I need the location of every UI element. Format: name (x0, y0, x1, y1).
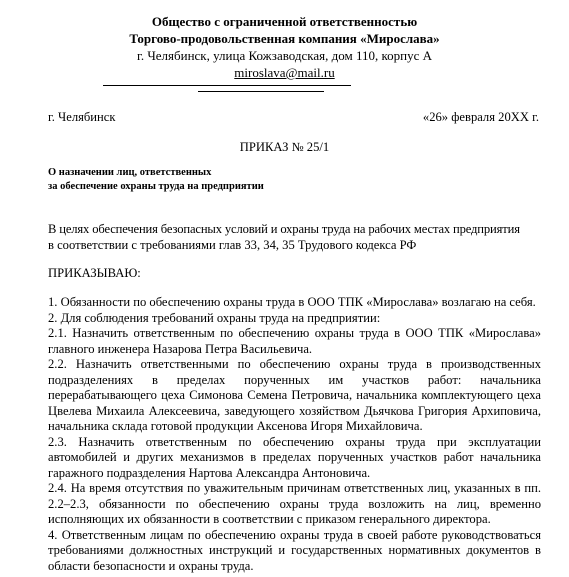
order-subject-line2: за обеспечение охраны труда на предприятии (48, 181, 264, 192)
company-name-line2: Торгово-продовольственная компания «Мирослава» (129, 31, 440, 46)
order-item: 4. Ответственным лицам по обеспечению охраны труда в своей работе руководствоваться требованиями должностных инструкций и государственных нормативных документов в области безопасности и охраны труда. (48, 527, 541, 573)
company-name-line1: Общество с ограниченной ответственностью (151, 14, 418, 29)
order-item: 2.2. Назначить ответственными по обеспечению охраны труда в производственных подразделениях в пределах порученных им участков работ: начальника перерабатывающего цеха Симонова Семена Петровича, начальника комплектующего цеха Цвелева Михаила Алексеевича, заведующего хозяйством Дьячкова Григория Архиповича, начальника склада готовой продукции Аксенова Игоря Михайловича. (48, 357, 541, 433)
order-items (48, 295, 541, 574)
company-email[interactable] (0, 65, 569, 80)
order-command: ПРИКАЗЫВАЮ: (48, 266, 141, 280)
intro-line2: в соответствии с требованиями глав 33, 34, 35 Трудового кодекса РФ (48, 238, 417, 252)
order-date: «26» февраля 20ХХ г. (422, 110, 539, 124)
order-item: 1. Обязанности по обеспечению охраны труда в ООО ТПК «Мирослава» возлагаю на себя. (48, 295, 536, 309)
order-item: 2.4. На время отсутствия по уважительным причинам ответственных лиц, указанных в пп. 2.2–2.3, обязанности по обеспечению охраны труда возложить на лиц, временно исполняющих их обязанности в соответствии с приказом генерального директора. (48, 481, 541, 526)
intro-line1: В целях обеспечения безопасных условий и охраны труда на рабочих местах предприятия (48, 222, 520, 236)
order-subject-line1: О назначении лиц, ответственных (48, 167, 212, 178)
email-link[interactable]: miroslava@mail.ru (234, 65, 335, 80)
header-divider-bottom (198, 91, 324, 92)
order-title: ПРИКАЗ № 25/1 (239, 140, 330, 154)
order-item: 2.1. Назначить ответственным по обеспечению охраны труда в ООО ТПК «Мирослава» главного инженера Назарова Петра Васильевича. (48, 326, 541, 356)
company-address: г. Челябинск, улица Кожзаводская, дом 110, корпус А (136, 48, 433, 63)
header-divider-top (103, 85, 351, 86)
order-item: 2. Для соблюдения требований охраны труда на предприятии: (48, 310, 381, 325)
order-item: 2.3. Назначить ответственным по обеспечению охраны труда при эксплуатации автомобилей и других механизмов в пределах порученных участков работ начальника гаражного подразделения Нартова Александра Антоновича. (48, 434, 541, 480)
order-city: г. Челябинск (48, 110, 116, 124)
